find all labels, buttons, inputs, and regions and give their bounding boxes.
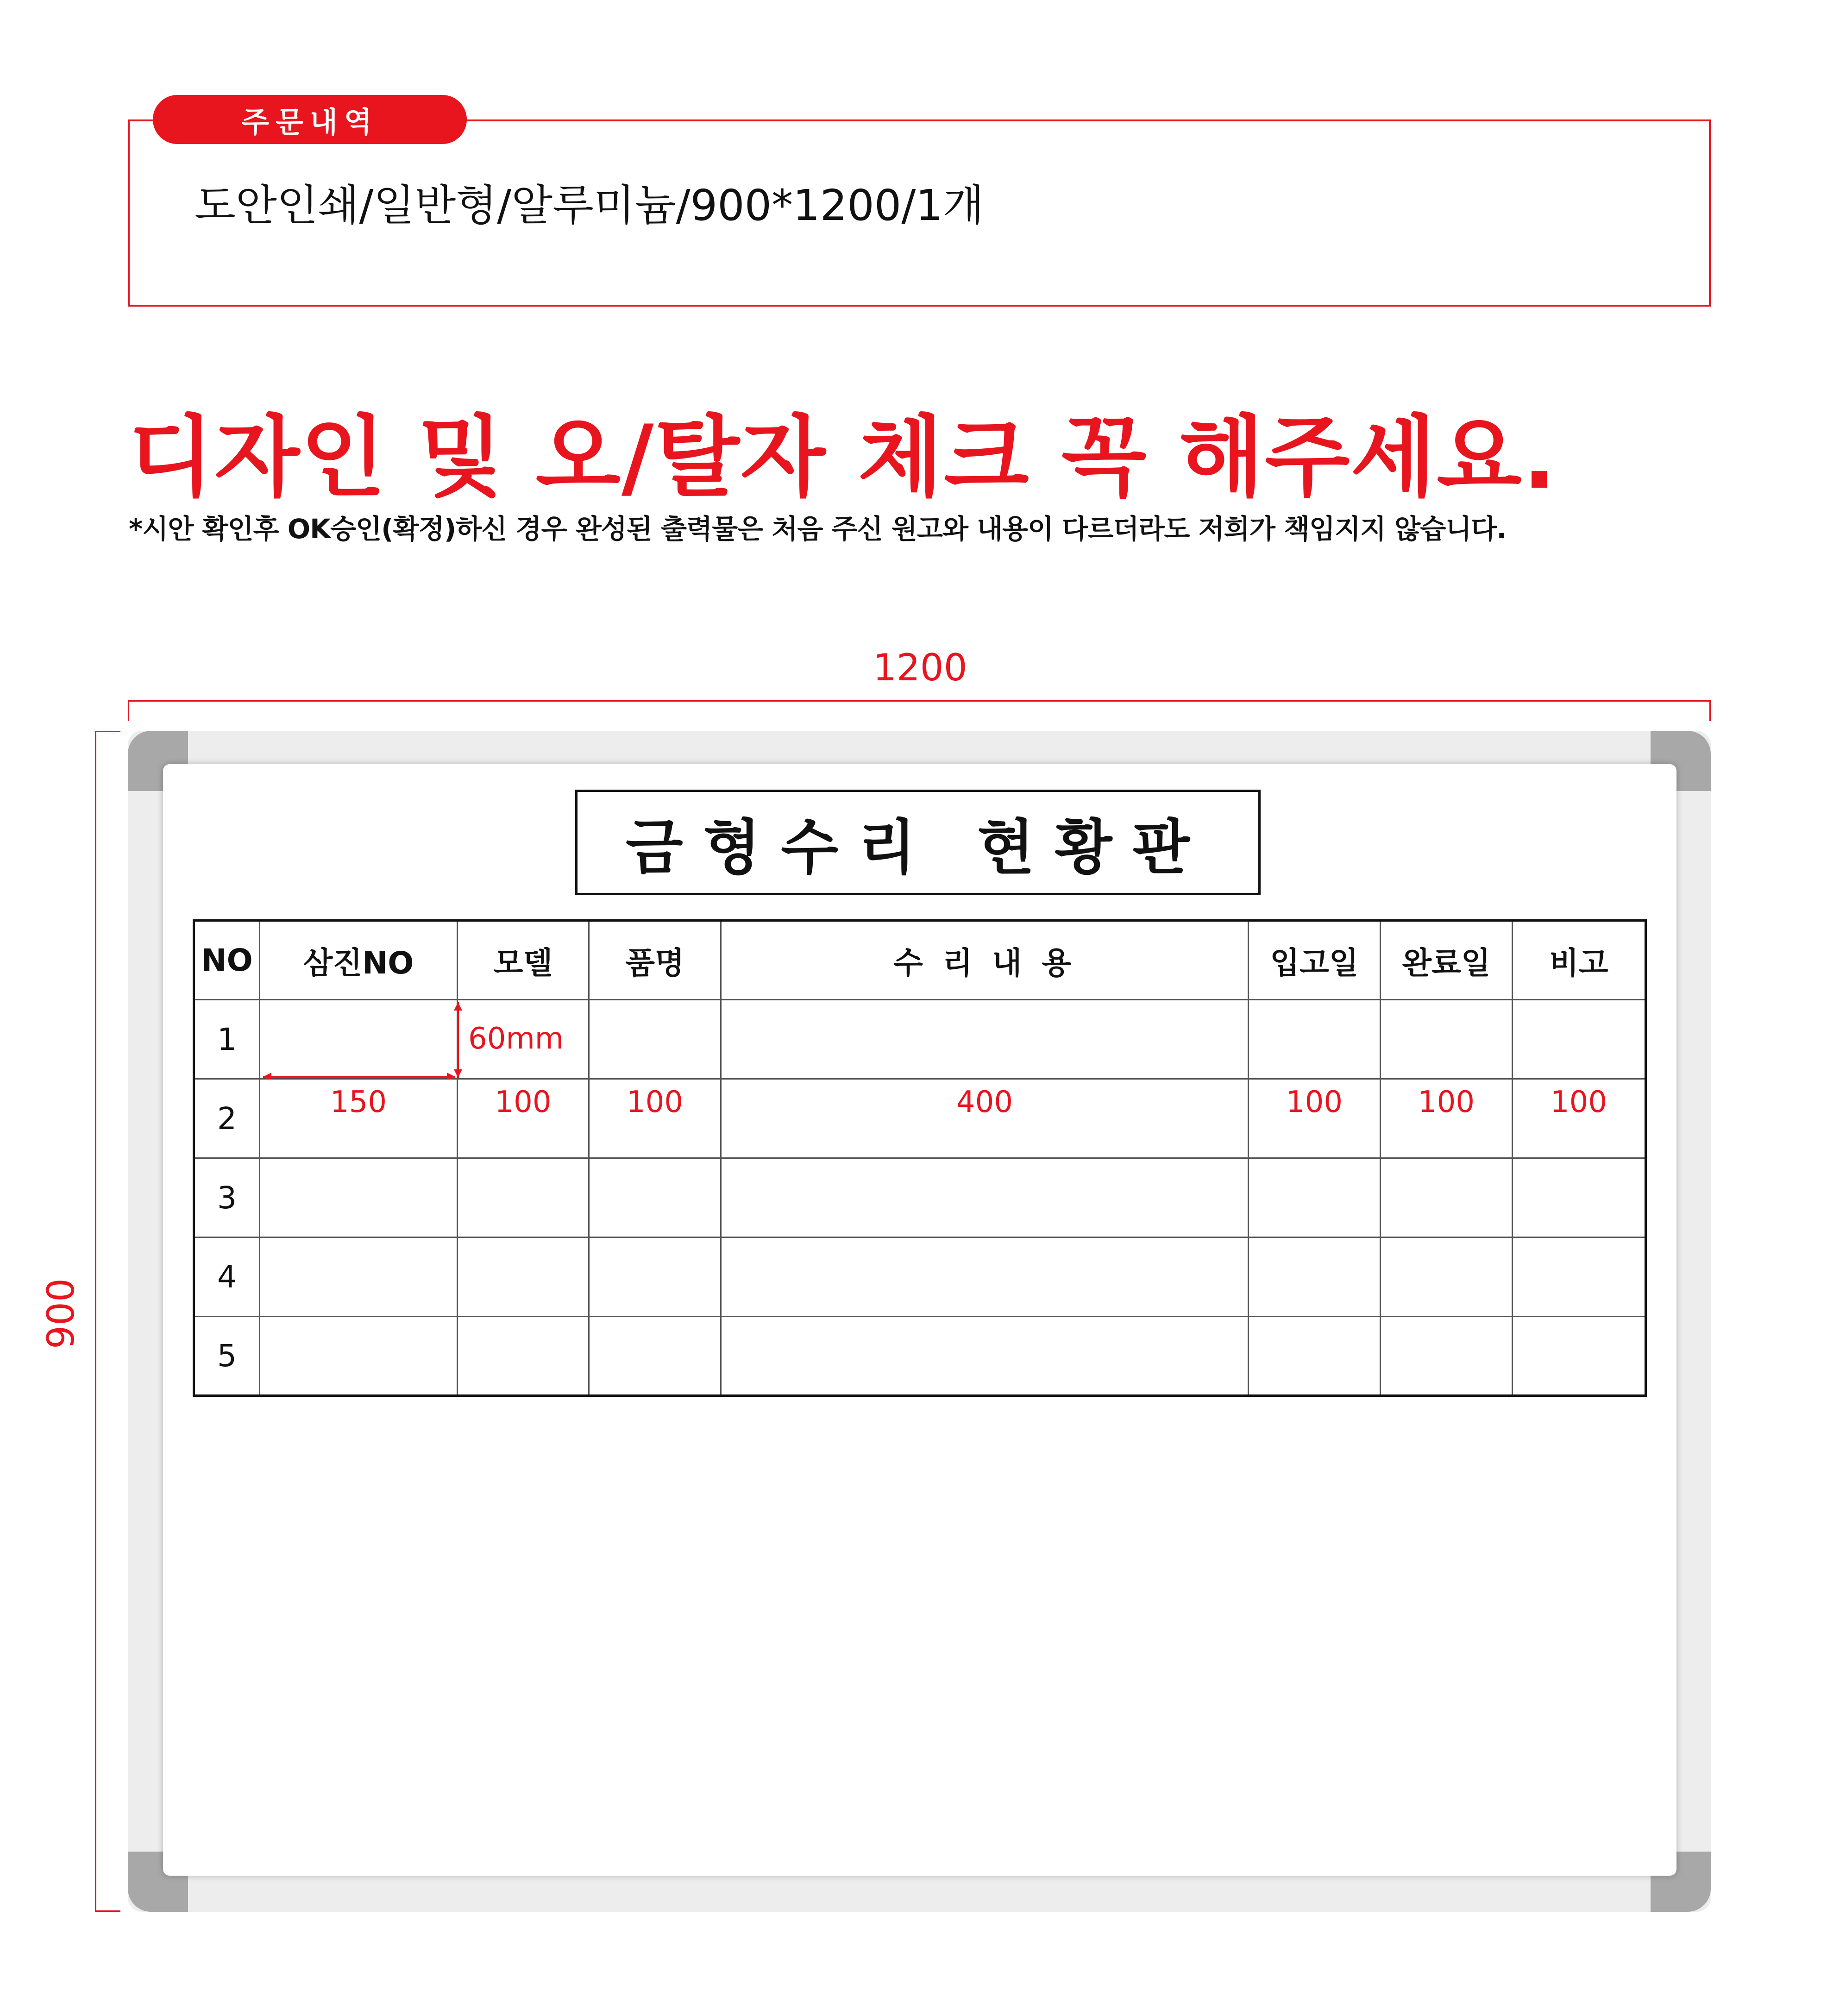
column-width-label: 100 — [495, 1085, 552, 1119]
table-cell — [1381, 1158, 1513, 1237]
table-cell — [1381, 1079, 1513, 1158]
table-cell — [589, 1317, 721, 1396]
header-repair-details: 수 리 내 용 — [721, 921, 1249, 1000]
table-cell — [458, 1158, 589, 1237]
header-received-date: 입고일 — [1249, 921, 1381, 1000]
height-dimension-line — [95, 731, 96, 1912]
height-dimension-label: 900 — [39, 1278, 82, 1349]
header-item-name: 품명 — [589, 921, 721, 1000]
header-model: 모델 — [458, 921, 589, 1000]
height-dimension-tick-top — [95, 731, 120, 732]
column-width-label: 100 — [626, 1085, 684, 1119]
width-dimension-line — [128, 700, 1711, 702]
order-tab-label: 주문내역 — [153, 95, 467, 144]
row-number: 1 — [194, 1000, 260, 1079]
table-cell — [1249, 1237, 1381, 1317]
table-cell — [458, 1237, 589, 1317]
row-number: 5 — [194, 1317, 260, 1396]
table-cell — [721, 1158, 1249, 1237]
notice-subnote: *시안 확인후 OK승인(확정)하신 경우 완성된 출력물은 처음 주신 원고와 내용이 다르더라도 저희가 책임지지 않습니다. — [129, 513, 1507, 545]
column-width-label: 100 — [1286, 1085, 1343, 1119]
table-cell — [458, 1079, 589, 1158]
table-row — [194, 1079, 1646, 1158]
table-cell — [1381, 1000, 1513, 1079]
table-cell — [458, 1317, 589, 1396]
table-cell — [260, 1079, 458, 1158]
row-number: 2 — [194, 1079, 260, 1158]
order-details: 도안인쇄/일반형/알루미늄/900*1200/1개 — [195, 181, 984, 230]
height-arrow-icon — [451, 1000, 465, 1080]
table-cell — [1249, 1158, 1381, 1237]
column-width-label: 100 — [1550, 1085, 1607, 1119]
table-cell — [721, 1317, 1249, 1396]
table-cell — [721, 1079, 1249, 1158]
header-no: NO — [194, 921, 260, 1000]
table-cell — [1381, 1317, 1513, 1396]
width-dimension-tick-left — [128, 700, 129, 721]
table-cell — [721, 1000, 1249, 1079]
table-cell — [1249, 1079, 1381, 1158]
table-cell — [260, 1158, 458, 1237]
table-cell — [260, 1237, 458, 1317]
table-cell — [260, 1000, 458, 1079]
column-width-label: 100 — [1418, 1085, 1475, 1119]
table-row — [194, 1317, 1646, 1396]
table-cell — [589, 1000, 721, 1079]
repair-status-table — [193, 919, 1647, 1397]
table-cell — [589, 1237, 721, 1317]
height-dimension-tick-bottom — [95, 1910, 120, 1912]
header-samjin-no: 삼진NO — [260, 921, 458, 1000]
width-dimension-tick-right — [1709, 700, 1711, 721]
width-arrow-icon — [260, 1000, 458, 1080]
table-cell — [260, 1317, 458, 1396]
table-cell — [589, 1079, 721, 1158]
notice-headline: 디자인 및 오/탈자 체크 꼭 해주세요. — [129, 406, 1557, 509]
table-cell — [1381, 1237, 1513, 1317]
table-row — [194, 1158, 1646, 1237]
column-width-label: 150 — [330, 1085, 387, 1119]
table-row — [194, 1237, 1646, 1317]
table-cell — [721, 1237, 1249, 1317]
table-cell — [1249, 1317, 1381, 1396]
table-cell — [1513, 1237, 1646, 1317]
table-cell — [1513, 1079, 1646, 1158]
table-cell — [1513, 1317, 1646, 1396]
board-title: 금형수리 현황판 — [575, 790, 1261, 895]
table-cell — [458, 1000, 589, 1079]
header-completed-date: 완료일 — [1381, 921, 1513, 1000]
row-number: 3 — [194, 1158, 260, 1237]
row-number: 4 — [194, 1237, 260, 1317]
header-remarks: 비고 — [1513, 921, 1646, 1000]
table-header-row — [194, 921, 1646, 1000]
row-height-label: 60mm — [468, 1022, 564, 1056]
table-cell — [1513, 1000, 1646, 1079]
table-cell — [589, 1158, 721, 1237]
column-width-label: 400 — [956, 1085, 1013, 1119]
table-cell — [1513, 1158, 1646, 1237]
width-dimension-label: 1200 — [873, 646, 967, 689]
table-row — [194, 1000, 1646, 1079]
table-cell — [1249, 1000, 1381, 1079]
